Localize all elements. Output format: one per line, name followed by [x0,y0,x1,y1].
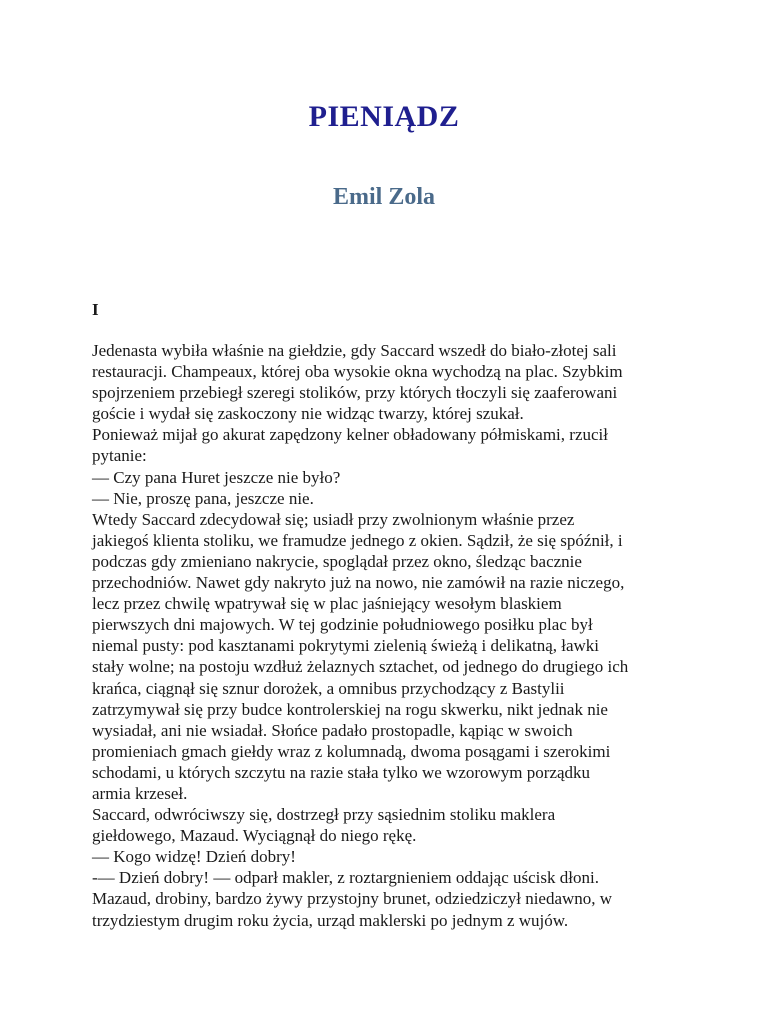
chapter-heading: I [92,300,99,319]
text-line: podczas gdy zmieniano nakrycie, spoglądał przez okno, śledząc bacznie [92,551,582,571]
text-line: restauracji. Champeaux, której oba wysokie okna wychodzą na plac. Szybkim [92,362,623,382]
text-line: — Czy pana Huret jeszcze nie było? [92,467,341,487]
text-line: schodami, u których szczytu na razie stała tylko we wzorowym porządku [92,762,591,782]
text-line: niemal pusty: pod kasztanami pokrytymi zielenią świeżą i delikatną, ławki [92,636,600,656]
text-line: -— Dzień dobry! — odparł makler, z roztargnieniem oddając uścisk dłoni. [92,868,599,888]
body-text [92,340,692,931]
text-line: stały wolne; na postoju wzdłuż żelaznych sztachet, od jednego do drugiego ich [92,657,629,677]
text-line: lecz przez chwilę wpatrywał się w plac jaśniejący wesołym blaskiem [92,594,562,614]
document-author: Emil Zola [332,184,435,210]
text-line: Mazaud, drobiny, bardzo żywy przystojny brunet, odziedziczył niedawno, w [92,889,613,909]
text-line: promieniach gmach giełdy wraz z kolumnadą, dwoma posągami i szerokimi [92,741,611,761]
text-line: Ponieważ mijał go akurat zapędzony kelner obładowany półmiskami, rzucił [92,425,608,445]
text-line: Wtedy Saccard zdecydował się; usiadł przy zwolnionym właśnie przez [92,509,575,529]
text-line: goście i wydał się zaskoczony nie widząc twarzy, której szukał. [92,404,524,424]
text-line: armia krzeseł. [92,783,188,803]
text-line: spojrzeniem przebiegł szeregi stolików, przy których tłoczyli się zaaferowani [92,383,618,403]
text-line: krańca, ciągnął się sznur dorożek, a omnibus przychodzący z Bastylii [92,678,565,698]
text-line: zatrzymywał się przy budce kontrolerskiej na rogu skwerku, nikt jednak nie [92,699,608,719]
text-line: Saccard, odwróciwszy się, dostrzegł przy sąsiednim stoliku maklera [92,805,556,825]
text-line: — Nie, proszę pana, jeszcze nie. [92,488,314,508]
text-line: pytanie: [92,446,147,466]
text-line: — Kogo widzę! Dzień dobry! [92,847,296,867]
text-line: przechodniów. Nawet gdy nakryto już na nowo, nie zamówił na razie niczego, [92,573,625,593]
text-line: wysiadał, ani nie wsiadał. Słońce padało prostopadle, kąpiąc w swoich [92,720,573,740]
text-line: giełdowego, Mazaud. Wyciągnął do niego rękę. [92,826,417,846]
document-title: PIENIĄDZ [308,100,460,133]
text-line: trzydziestym drugim roku życia, urząd maklerski po jednym z wujów. [92,910,569,930]
text-line: jakiegoś klienta stoliku, we framudze jednego z okien. Sądził, że się spóźnił, i [92,530,623,550]
text-line: pierwszych dni majowych. W tej godzinie południowego posiłku plac był [92,615,593,635]
text-line: Jedenasta wybiła właśnie na giełdzie, gdy Saccard wszedł do biało-złotej sali [92,341,617,360]
